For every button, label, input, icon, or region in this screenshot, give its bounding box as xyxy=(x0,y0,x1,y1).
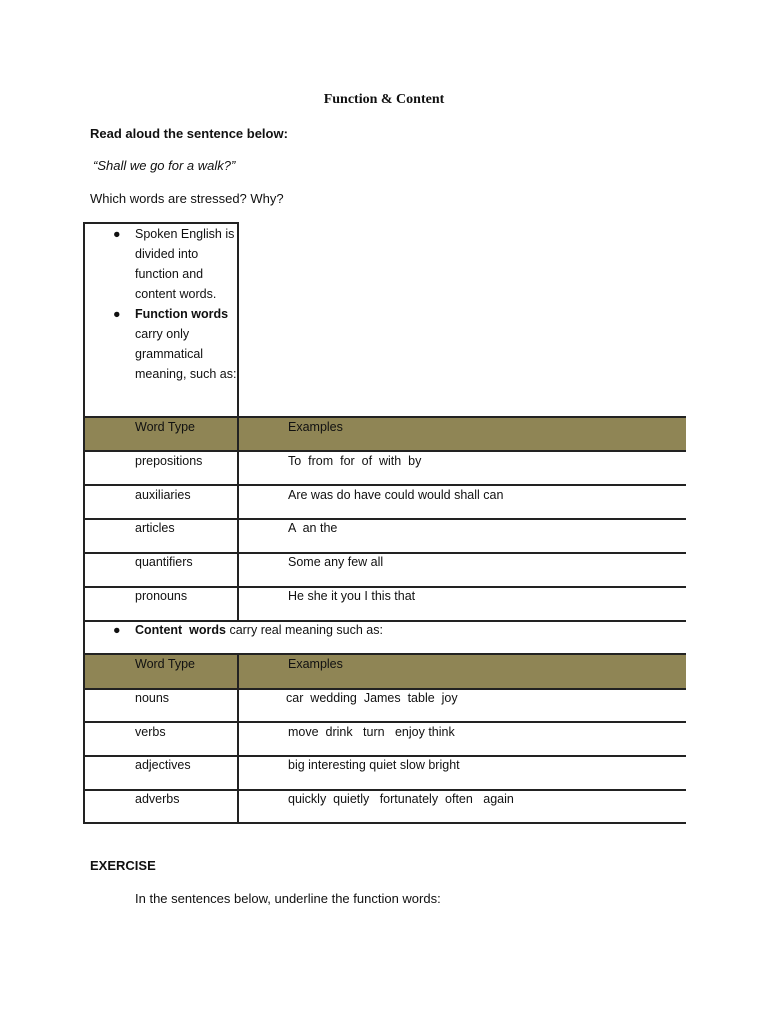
content-bullet: ● Content words carry real meaning such as: xyxy=(113,623,383,637)
function-row-examples: He she it you I this that xyxy=(288,589,416,603)
function-row-type: articles xyxy=(135,521,175,535)
content-row-examples: quickly quietly fortunately often again xyxy=(288,792,514,806)
content-row-type: adverbs xyxy=(135,792,180,806)
function-row-type: pronouns xyxy=(135,589,188,603)
function-row-type: auxiliaries xyxy=(135,488,191,502)
stress-question: Which words are stressed? Why? xyxy=(90,191,284,206)
content-row-examples: move drink turn enjoy think xyxy=(288,725,455,739)
function-row-type: prepositions xyxy=(135,454,203,468)
content-row-type: adjectives xyxy=(135,758,191,772)
content-row-examples: car wedding James table joy xyxy=(286,691,458,705)
function-header-examples: Examples xyxy=(288,420,343,434)
content-row-examples: big interesting quiet slow bright xyxy=(288,758,460,772)
intro-bullet-1: ● Spoken English is divided into function and content words. xyxy=(113,227,235,301)
function-row-examples: Some any few all xyxy=(288,555,384,569)
page-title: Function & Content xyxy=(323,92,445,107)
content-header-type: Word Type xyxy=(135,657,195,671)
function-row-examples: To from for of with by xyxy=(288,454,422,468)
function-row-examples: A an the xyxy=(288,521,338,535)
intro-bullet-2: ● Function words carry only grammatical meaning, such as: xyxy=(113,307,237,381)
content-row-type: verbs xyxy=(135,725,166,739)
exercise-instruction: In the sentences below, underline the function words: xyxy=(135,891,441,906)
exercise-heading: EXERCISE xyxy=(90,858,156,873)
function-row-examples: Are was do have could would shall can xyxy=(288,488,504,502)
reading-prompt: Read aloud the sentence below: xyxy=(90,126,288,141)
function-header-type: Word Type xyxy=(135,420,195,434)
content-row-type: nouns xyxy=(135,691,170,705)
words-table xyxy=(83,222,686,823)
function-row-type: quantifiers xyxy=(135,555,193,569)
intro-bullets xyxy=(83,224,237,384)
content-header-examples: Examples xyxy=(288,657,343,671)
example-sentence: “Shall we go for a walk?” xyxy=(93,158,236,173)
